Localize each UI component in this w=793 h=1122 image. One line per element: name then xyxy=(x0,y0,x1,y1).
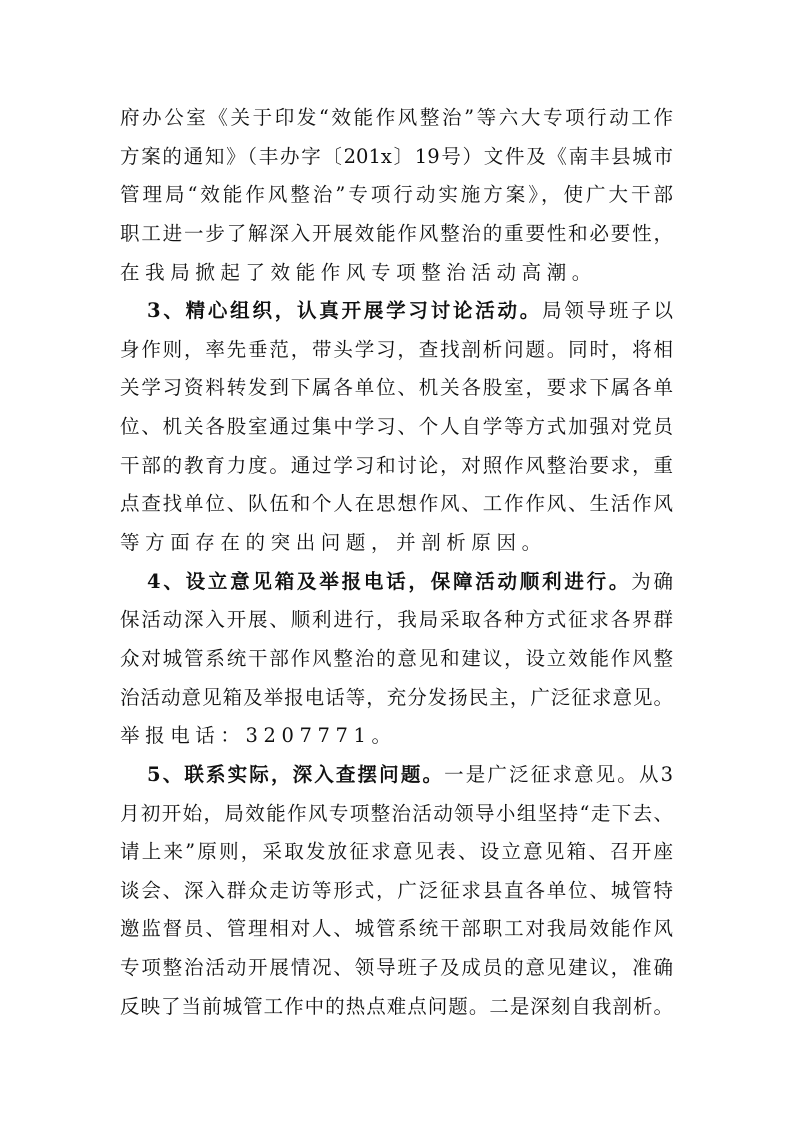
text-line: 众对城管系统干部作风整治的意见和建议，设立效能作风整 xyxy=(120,646,673,670)
text-line: 位、机关各股室通过集中学习、个人自学等方式加强对党员 xyxy=(120,415,673,439)
text-span: 为确 xyxy=(631,569,673,593)
text-span: 一是广泛征求意见。从3 xyxy=(444,762,673,786)
text-line: 在我局掀起了效能作风专项整治活动高潮。 xyxy=(120,260,597,284)
text-line: 谈会、深入群众走访等形式，广泛征求县直各单位、城管特 xyxy=(120,878,673,902)
text-line: 府办公室《关于印发“效能作风整治”等六大专项行动工作 xyxy=(120,106,673,129)
text-line: 职工进一步了解深入开展效能作风整治的重要性和必要性， xyxy=(120,221,673,245)
item-heading: 5、联系实际，深入查摆问题。 xyxy=(147,762,445,786)
text-line: 关学习资料转发到下属各单位、机关各股室，要求下属各单 xyxy=(120,376,673,400)
paragraph-item-3 xyxy=(120,292,673,562)
text-line: 治活动意见箱及举报电话等，充分发扬民主，广泛征求意见。 xyxy=(120,685,673,709)
text-line: 点查找单位、队伍和个人在思想作风、工作作风、生活作风 xyxy=(120,492,673,516)
text-line: 管理局“效能作风整治”专项行动实施方案》，使广大干部 xyxy=(120,183,673,207)
paragraph-item-5 xyxy=(120,756,673,1026)
text-line xyxy=(120,563,673,602)
item-heading: 4、设立意见箱及举报电话，保障活动顺利进行。 xyxy=(147,569,632,593)
paragraph-item-4 xyxy=(120,563,673,756)
paragraph-intro-continued xyxy=(120,99,673,292)
text-span: 局领导班子以 xyxy=(542,299,673,323)
text-line xyxy=(120,756,673,795)
text-line: 举报电话：3207771。 xyxy=(120,724,397,748)
text-line: 专项整治活动开展情况、领导班子及成员的意见建议，准确 xyxy=(120,956,673,980)
text-line: 月初开始，局效能作风专项整治活动领导小组坚持“走下去、 xyxy=(120,801,673,825)
text-line: 等方面存在的突出问题，并剖析原因。 xyxy=(120,531,547,555)
document-page xyxy=(120,99,673,1026)
text-line: 请上来”原则，采取发放征求意见表、设立意见箱、召开座 xyxy=(120,840,673,864)
text-line xyxy=(120,292,673,331)
text-line: 身作则，率先垂范，带头学习，查找剖析问题。同时，将相 xyxy=(120,337,673,361)
text-line: 邀监督员、管理相对人、城管系统干部职工对我局效能作风 xyxy=(120,917,673,941)
text-line: 干部的教育力度。通过学习和讨论，对照作风整治要求，重 xyxy=(120,453,673,477)
text-line: 保活动深入开展、顺利进行，我局采取各种方式征求各界群 xyxy=(120,608,673,632)
text-line: 反映了当前城管工作中的热点难点问题。二是深刻自我剖析。 xyxy=(120,994,673,1018)
item-heading: 3、精心组织，认真开展学习讨论活动。 xyxy=(147,299,543,323)
text-line: 方案的通知》（丰办字〔201x〕19号）文件及《南丰县城市 xyxy=(120,144,673,168)
